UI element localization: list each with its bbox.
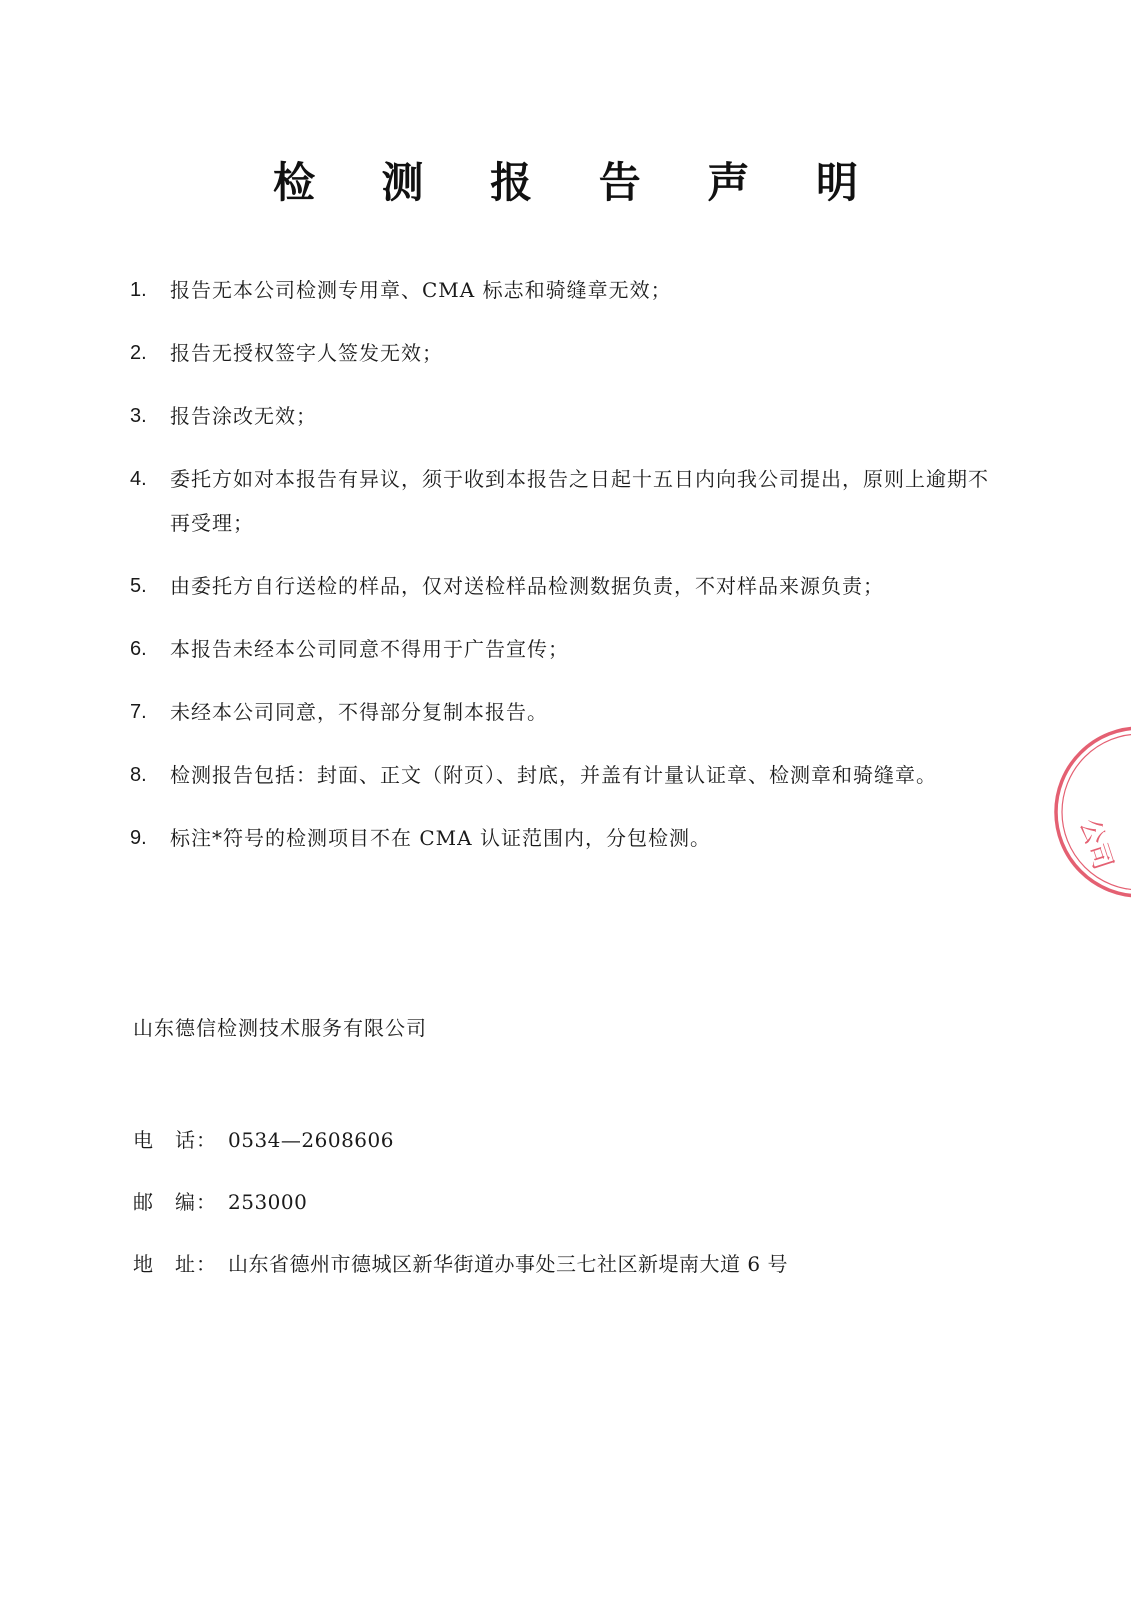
item-text: 检测报告包括：封面、正文（附页）、封底，并盖有计量认证章、检测章和骑缝章。 <box>170 763 937 787</box>
item-number: 4. <box>130 468 147 490</box>
list-item <box>130 690 990 734</box>
company-name: 山东德信检测技术服务有限公司 <box>133 1016 427 1040</box>
list-item <box>130 457 990 545</box>
phone-value: 0534—2608606 <box>228 1128 394 1152</box>
list-item <box>130 627 990 671</box>
item-number: 6. <box>130 638 147 660</box>
item-number: 8. <box>130 764 147 786</box>
item-number: 9. <box>130 827 147 849</box>
postcode-label: 邮 编： <box>133 1190 217 1214</box>
postcode-row <box>133 1186 307 1215</box>
item-number: 1. <box>130 279 147 301</box>
item-number: 3. <box>130 405 147 427</box>
item-text: 报告无授权签字人签发无效； <box>170 341 443 365</box>
item-text: 标注*符号的检测项目不在 CMA 认证范围内，分包检测。 <box>170 826 711 850</box>
item-number: 7. <box>130 701 147 723</box>
item-text: 报告无本公司检测专用章、CMA 标志和骑缝章无效； <box>170 278 672 302</box>
postcode-value: 253000 <box>228 1190 308 1214</box>
company-seal-stamp <box>1040 722 1131 902</box>
address-value: 山东省德州市德城区新华街道办事处三七社区新堤南大道 6 号 <box>228 1252 788 1276</box>
item-number: 5. <box>130 575 147 597</box>
item-text: 未经本公司同意，不得部分复制本报告。 <box>170 700 548 724</box>
statement-list <box>130 268 990 879</box>
page-title: 检 测 报 告 声 明 <box>272 158 885 207</box>
address-row <box>133 1248 788 1277</box>
phone-row <box>133 1124 394 1153</box>
item-text: 委托方如对本报告有异议，须于收到本报告之日起十五日内向我公司提出，原则上逾期不再受理； <box>170 467 989 535</box>
phone-label: 电 话： <box>133 1128 217 1152</box>
list-item <box>130 394 990 438</box>
list-item <box>130 753 990 797</box>
seal-text: 公司 <box>1073 814 1118 874</box>
item-text: 本报告未经本公司同意不得用于广告宣传； <box>170 637 569 661</box>
address-label: 地 址： <box>133 1252 217 1276</box>
list-item <box>130 331 990 375</box>
item-number: 2. <box>130 342 147 364</box>
list-item <box>130 816 990 860</box>
item-text: 由委托方自行送检的样品，仅对送检样品检测数据负责，不对样品来源负责； <box>170 574 884 598</box>
item-text: 报告涂改无效； <box>170 404 317 428</box>
list-item <box>130 564 990 608</box>
list-item <box>130 268 990 312</box>
